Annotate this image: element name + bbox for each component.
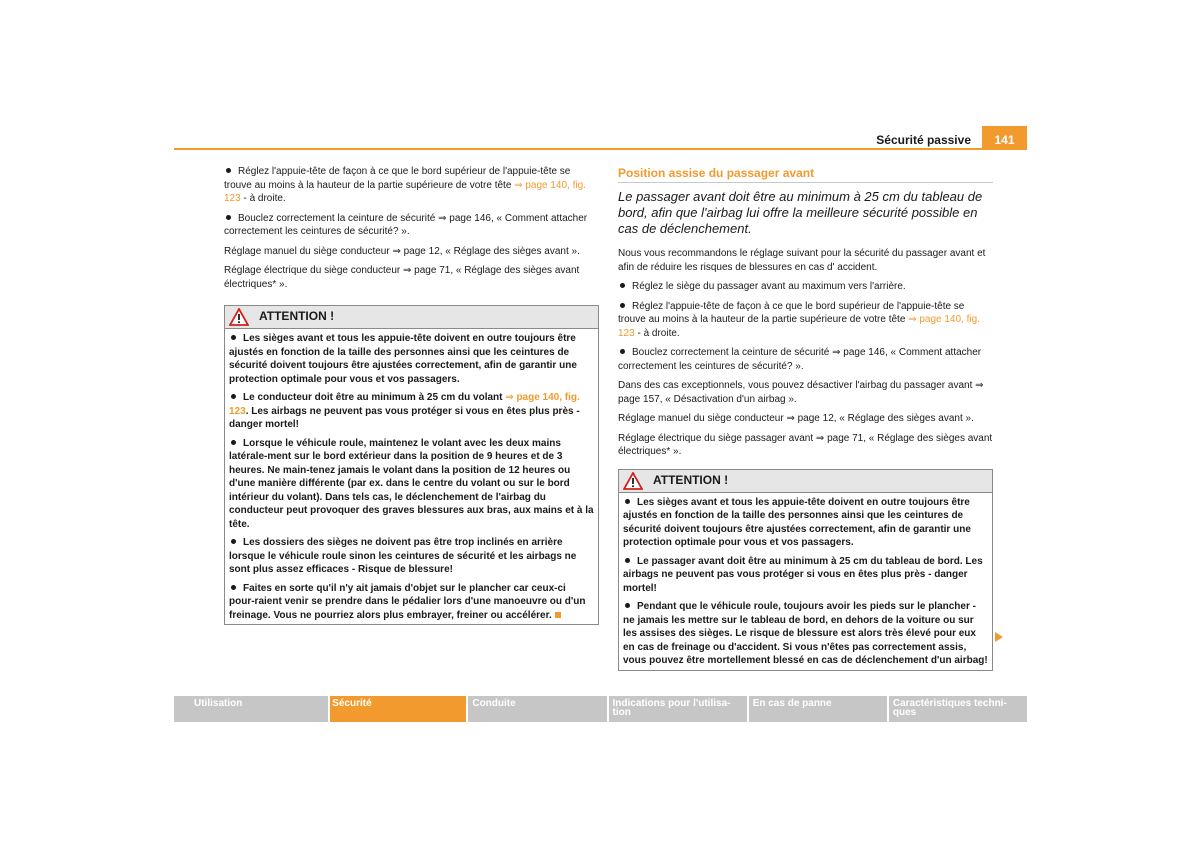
bullet-icon xyxy=(226,215,231,220)
paragraph: Nous vous recommandons le réglage suivant pour la sécurité du passager avant et afin de réduire les risques de blessures en cas d' accident. xyxy=(618,248,986,273)
left-column xyxy=(224,165,599,631)
bullet-icon xyxy=(620,283,625,288)
paragraph: Réglage électrique du siège passager avant ⇒ page 71, « Réglage des sièges avant électriques* ». xyxy=(618,432,993,457)
bullet-icon xyxy=(620,303,625,308)
list-item: Réglez l'appuie-tête de façon à ce que le bord supérieur de l'appuie-tête se trouve au moins à la hauteur de la partie supérieure de votre tête ⇒ page 140, fig. 123 - à droite. xyxy=(618,300,980,339)
list-item: Bouclez correctement la ceinture de sécurité ⇒ page 146, « Comment attacher correctement les ceintures de sécurité? ». xyxy=(618,347,982,372)
chapter-nav xyxy=(174,696,1027,722)
nav-tab-caracteristiques[interactable]: Caractéristiques techni- ques xyxy=(889,696,1027,722)
attention-item: Les sièges avant et tous les appuie-tête doivent en outre toujours être ajustés en fonction de la taille des personnes ainsi que les ceintures de sécurité doivent toujours être ajustées correctement, afin de garantir une protection optimale pour vous et vos passagers. xyxy=(229,333,577,385)
attention-item: Les dossiers des sièges ne doivent pas être trop inclinés en arrière lorsque le véhicule roule sinon les ceintures de sécurité et les airbags ne sont plus assez efficaces - Risque de blessure! xyxy=(229,537,577,575)
warning-triangle-icon xyxy=(623,472,643,490)
attention-title: ATTENTION ! xyxy=(653,472,729,487)
bullet-icon xyxy=(625,558,630,563)
paragraph: Réglage manuel du siège conducteur ⇒ page 12, « Réglage des sièges avant ». xyxy=(618,413,974,424)
paragraph: Réglage électrique du siège conducteur ⇒ page 71, « Réglage des sièges avant électriques* ». xyxy=(224,265,580,290)
bullet-icon xyxy=(625,603,630,608)
attention-header xyxy=(619,470,992,493)
attention-header xyxy=(225,306,598,329)
attention-body xyxy=(225,329,598,624)
nav-tab-indications[interactable]: Indications pour l'utilisa- tion xyxy=(609,696,747,722)
nav-tab-conduite[interactable]: Conduite xyxy=(468,696,606,722)
intro-text: Le passager avant doit être au minimum à 25 cm du tableau de bord, afin que l'airbag lui offre la meilleure sécurité possible en cas de déclenchement. xyxy=(618,189,983,236)
chapter-title: Sécurité passive xyxy=(876,133,971,147)
bullet-icon xyxy=(625,499,630,504)
section-end-icon xyxy=(555,612,561,618)
page-reference-link[interactable]: ⇒ page 140, fig. 123 xyxy=(224,179,586,204)
header-rule xyxy=(174,148,982,150)
attention-box xyxy=(224,305,599,625)
page-number: 141 xyxy=(982,126,1027,150)
attention-item: Le conducteur doit être au minimum à 25 cm du volant ⇒ page 140, fig. 123. Les airbags ne peuvent pas vous protéger si vous en êtes plus près - danger mortel! xyxy=(229,392,580,430)
nav-tab-en-cas-de-panne[interactable]: En cas de panne xyxy=(749,696,887,722)
attention-title: ATTENTION ! xyxy=(259,309,335,324)
attention-item: Pendant que le véhicule roule, toujours avoir les pieds sur le plancher - ne jamais les mettre sur le tableau de bord, en dehors de la voiture ou sur les assises des sièges. Le risque de blessure est alors très élevé pour eux en cas de freinage ou d'accident. Si vous n'êtes pas correctement assis, vous pouvez être mortellement blessé en cas de déclenchement d'un airbag! xyxy=(623,601,988,666)
warning-triangle-icon xyxy=(229,308,249,326)
list-item: Réglez le siège du passager avant au maximum vers l'arrière. xyxy=(618,280,993,294)
bullet-icon xyxy=(226,168,231,173)
section-heading: Position assise du passager avant xyxy=(618,165,993,183)
continue-arrow-icon xyxy=(995,632,1003,642)
attention-body xyxy=(619,493,992,670)
bullet-icon xyxy=(620,349,625,354)
right-column xyxy=(618,165,993,677)
attention-item: Les sièges avant et tous les appuie-tête doivent en outre toujours être ajustés en fonction de la taille des personnes ainsi que les ceintures de sécurité doivent toujours être ajustées correctement, afin de garantir une protection optimale pour vous et vos passagers. xyxy=(623,496,971,548)
page-reference-link[interactable]: ⇒ page 140, fig. 123 xyxy=(618,314,980,339)
attention-item: Faites en sorte qu'il n'y ait jamais d'objet sur le plancher car ceux-ci pour-raient venir se prendre dans le pédalier lors d'une manoeuvre ou d'un freinage. Vous ne pourriez alors plus embrayer, freiner ou accélérer. xyxy=(229,582,586,621)
bullet-icon xyxy=(231,539,236,544)
list-item: Réglez l'appuie-tête de façon à ce que le bord supérieur de l'appuie-tête se trouve au moins à la hauteur de la partie supérieure de votre tête ⇒ page 140, fig. 123 - à droite. xyxy=(224,166,586,204)
attention-box xyxy=(618,469,993,671)
nav-tab-utilisation[interactable]: Utilisation xyxy=(174,696,328,722)
page-reference-link[interactable]: ⇒ page 140, fig. 123 xyxy=(229,392,580,417)
paragraph: Réglage manuel du siège conducteur ⇒ page 12, « Réglage des sièges avant ». xyxy=(224,245,580,257)
bullet-icon xyxy=(231,440,236,445)
bullet-icon xyxy=(231,335,236,340)
nav-tab-securite[interactable]: Sécurité xyxy=(330,696,466,722)
attention-item: Le passager avant doit être au minimum à 25 cm du tableau de bord. Les airbags ne peuvent pas vous protéger si vous en êtes plus près - danger mortel! xyxy=(623,555,983,594)
bullet-icon xyxy=(231,585,236,590)
bullet-icon xyxy=(231,394,236,399)
attention-item: Lorsque le véhicule roule, maintenez le volant avec les deux mains latérale-ment sur le bord extérieur dans la position de 9 heures et de 3 heures. Ne main-tenez jamais le volant dans la position de 12 heures ou d'une manière différente (par ex. dans le centre du volant ou sur le bord intérieur du volant). Dans tels cas, le déclenchement de l'airbag du conducteur peut provoquer des graves blessures aux bras, aux mains et à la tête. xyxy=(229,437,594,530)
paragraph: Dans des cas exceptionnels, vous pouvez désactiver l'airbag du passager avant ⇒ page 157, « Désactivation d'un airbag ». xyxy=(618,380,984,405)
list-item: Bouclez correctement la ceinture de sécurité ⇒ page 146, « Comment attacher correctement les ceintures de sécurité? ». xyxy=(224,212,588,237)
